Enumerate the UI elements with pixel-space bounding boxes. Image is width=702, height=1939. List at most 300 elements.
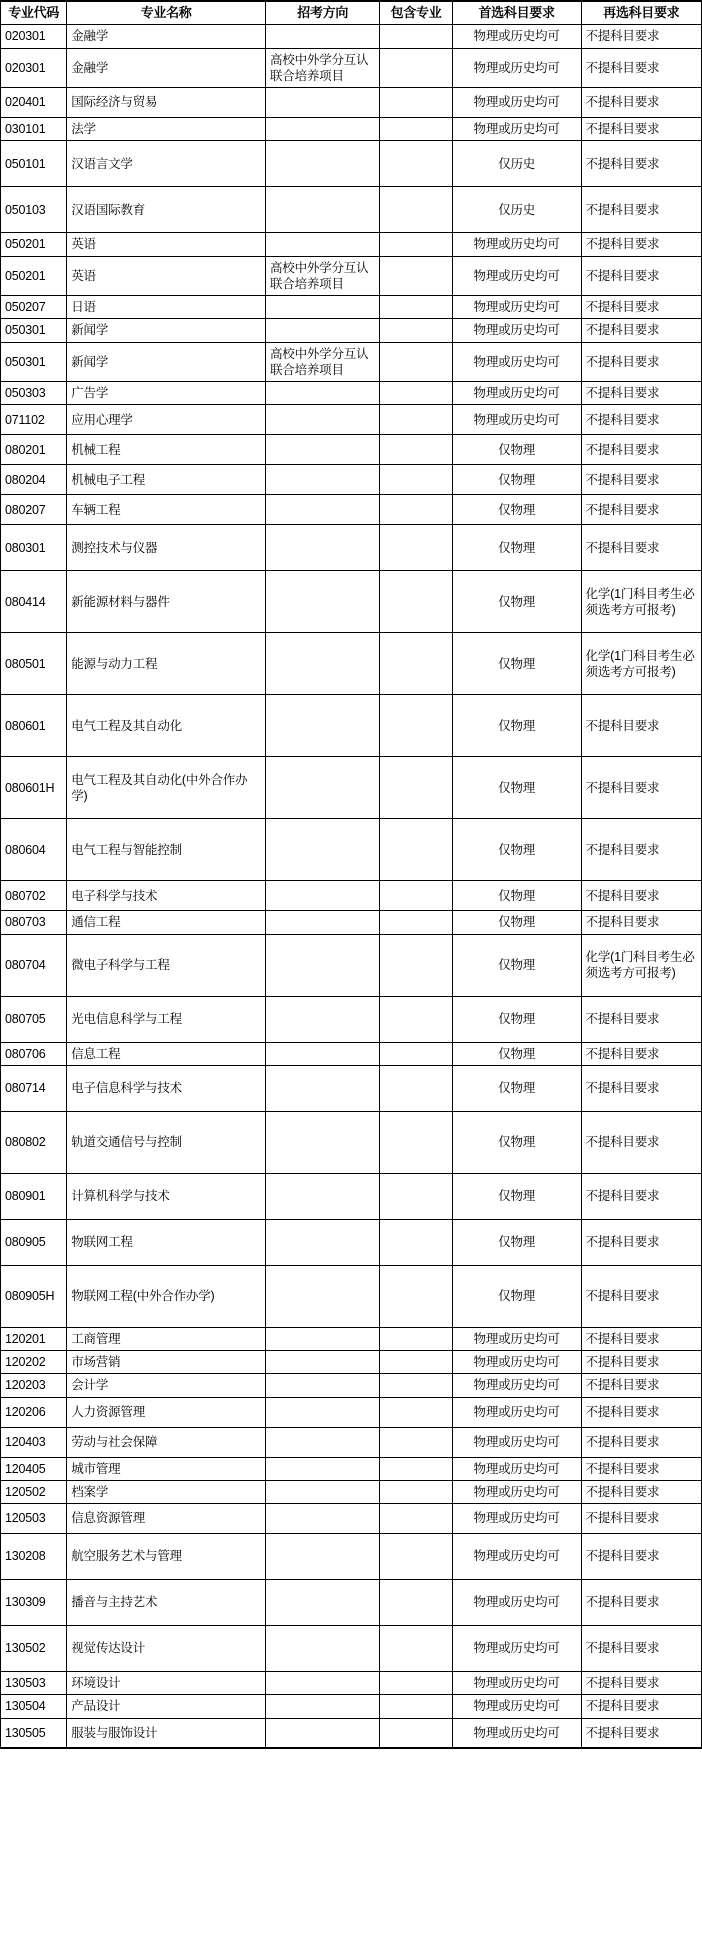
first-subject-requirement-cell: 物理或历史均可 (452, 1534, 581, 1580)
first-subject-requirement-cell: 仅物理 (452, 465, 581, 495)
table-row (1, 1457, 702, 1480)
included-majors-cell (380, 1427, 452, 1457)
first-subject-requirement-cell: 仅物理 (452, 996, 581, 1042)
table-row (1, 996, 702, 1042)
major-name-cell: 会计学 (67, 1374, 266, 1397)
second-subject-requirement-cell: 不提科目要求 (581, 1695, 701, 1718)
included-majors-cell (380, 1327, 452, 1350)
included-majors-cell (380, 48, 452, 88)
major-code-cell: 080706 (1, 1042, 67, 1065)
major-code-cell: 120203 (1, 1374, 67, 1397)
major-code-cell: 080905 (1, 1219, 67, 1265)
admission-direction-cell (265, 1718, 379, 1748)
first-subject-requirement-cell: 物理或历史均可 (452, 296, 581, 319)
major-name-cell: 新闻学 (67, 319, 266, 342)
major-code-cell: 120503 (1, 1504, 67, 1534)
admission-direction-cell (265, 25, 379, 48)
included-majors-cell (380, 435, 452, 465)
admission-direction-cell (265, 141, 379, 187)
admission-direction-cell: 高校中外学分互认联合培养项目 (265, 48, 379, 88)
included-majors-cell (380, 233, 452, 256)
first-subject-requirement-cell: 物理或历史均可 (452, 256, 581, 296)
included-majors-cell (380, 319, 452, 342)
admission-direction-cell (265, 1626, 379, 1672)
major-code-cell: 080204 (1, 465, 67, 495)
included-majors-cell (380, 495, 452, 525)
major-code-cell: 080905H (1, 1265, 67, 1327)
admission-direction-cell (265, 1351, 379, 1374)
major-name-cell: 新闻学 (67, 342, 266, 382)
table-row (1, 382, 702, 405)
first-subject-requirement-cell: 仅物理 (452, 1173, 581, 1219)
second-subject-requirement-cell: 不提科目要求 (581, 296, 701, 319)
table-row (1, 405, 702, 435)
major-name-cell: 金融学 (67, 48, 266, 88)
admission-direction-cell (265, 1265, 379, 1327)
admission-direction-cell (265, 465, 379, 495)
admission-direction-cell (265, 1042, 379, 1065)
major-name-cell: 产品设计 (67, 1695, 266, 1718)
included-majors-cell (380, 1265, 452, 1327)
major-name-cell: 机械电子工程 (67, 465, 266, 495)
major-code-cell: 080207 (1, 495, 67, 525)
major-code-cell: 120206 (1, 1397, 67, 1427)
major-code-cell: 080714 (1, 1065, 67, 1111)
second-subject-requirement-cell: 不提科目要求 (581, 233, 701, 256)
table-row (1, 1374, 702, 1397)
table-row (1, 695, 702, 757)
major-code-cell: 120202 (1, 1351, 67, 1374)
major-code-cell: 050301 (1, 342, 67, 382)
major-code-cell: 050103 (1, 187, 67, 233)
second-subject-requirement-cell: 不提科目要求 (581, 819, 701, 881)
second-subject-requirement-cell: 化学(1门科目考生必须选考方可报考) (581, 934, 701, 996)
table-row (1, 1173, 702, 1219)
major-code-cell: 080704 (1, 934, 67, 996)
admission-direction-cell (265, 233, 379, 256)
major-name-cell: 城市管理 (67, 1457, 266, 1480)
included-majors-cell (380, 1042, 452, 1065)
major-name-cell: 劳动与社会保障 (67, 1427, 266, 1457)
included-majors-cell (380, 819, 452, 881)
first-subject-requirement-cell: 仅物理 (452, 819, 581, 881)
included-majors-cell (380, 1504, 452, 1534)
first-subject-requirement-cell: 物理或历史均可 (452, 1397, 581, 1427)
first-subject-requirement-cell: 仅物理 (452, 1065, 581, 1111)
major-code-cell: 080301 (1, 525, 67, 571)
admission-direction-cell (265, 1219, 379, 1265)
major-name-cell: 英语 (67, 233, 266, 256)
second-subject-requirement-cell: 不提科目要求 (581, 525, 701, 571)
included-majors-cell (380, 881, 452, 911)
second-subject-requirement-cell: 不提科目要求 (581, 48, 701, 88)
second-subject-requirement-cell: 不提科目要求 (581, 881, 701, 911)
admission-direction-cell (265, 296, 379, 319)
second-subject-requirement-cell: 不提科目要求 (581, 465, 701, 495)
major-name-cell: 环境设计 (67, 1672, 266, 1695)
first-subject-requirement-cell: 物理或历史均可 (452, 1457, 581, 1480)
table-row (1, 1219, 702, 1265)
admission-direction-cell (265, 819, 379, 881)
first-subject-requirement-cell: 仅物理 (452, 633, 581, 695)
admission-direction-cell (265, 695, 379, 757)
second-subject-requirement-cell: 不提科目要求 (581, 141, 701, 187)
major-name-cell: 电气工程及其自动化(中外合作办学) (67, 757, 266, 819)
admission-direction-cell (265, 1580, 379, 1626)
second-subject-requirement-cell: 不提科目要求 (581, 187, 701, 233)
included-majors-cell (380, 571, 452, 633)
column-header-include: 包含专业 (380, 1, 452, 25)
second-subject-requirement-cell: 不提科目要求 (581, 342, 701, 382)
table-row (1, 1427, 702, 1457)
first-subject-requirement-cell: 仅物理 (452, 1042, 581, 1065)
first-subject-requirement-cell: 物理或历史均可 (452, 1672, 581, 1695)
second-subject-requirement-cell: 不提科目要求 (581, 118, 701, 141)
second-subject-requirement-cell: 不提科目要求 (581, 25, 701, 48)
first-subject-requirement-cell: 物理或历史均可 (452, 48, 581, 88)
included-majors-cell (380, 695, 452, 757)
table-row (1, 1111, 702, 1173)
major-code-cell: 050301 (1, 319, 67, 342)
included-majors-cell (380, 405, 452, 435)
major-name-cell: 信息工程 (67, 1042, 266, 1065)
table-row (1, 296, 702, 319)
admission-direction-cell (265, 435, 379, 465)
table-row (1, 525, 702, 571)
included-majors-cell (380, 1065, 452, 1111)
second-subject-requirement-cell: 不提科目要求 (581, 1065, 701, 1111)
admission-direction-cell (265, 1111, 379, 1173)
major-name-cell: 汉语国际教育 (67, 187, 266, 233)
major-name-cell: 视觉传达设计 (67, 1626, 266, 1672)
second-subject-requirement-cell: 不提科目要求 (581, 1626, 701, 1672)
second-subject-requirement-cell: 不提科目要求 (581, 996, 701, 1042)
first-subject-requirement-cell: 仅物理 (452, 881, 581, 911)
included-majors-cell (380, 342, 452, 382)
table-row (1, 342, 702, 382)
table-row (1, 141, 702, 187)
included-majors-cell (380, 1695, 452, 1718)
first-subject-requirement-cell: 仅物理 (452, 934, 581, 996)
table-row (1, 1065, 702, 1111)
major-name-cell: 电气工程及其自动化 (67, 695, 266, 757)
column-header-code: 专业代码 (1, 1, 67, 25)
included-majors-cell (380, 187, 452, 233)
first-subject-requirement-cell: 仅历史 (452, 141, 581, 187)
second-subject-requirement-cell: 不提科目要求 (581, 1672, 701, 1695)
table-row (1, 233, 702, 256)
major-name-cell: 英语 (67, 256, 266, 296)
second-subject-requirement-cell: 不提科目要求 (581, 1397, 701, 1427)
admission-direction-cell (265, 1397, 379, 1427)
major-code-cell: 120405 (1, 1457, 67, 1480)
admission-direction-cell (265, 319, 379, 342)
second-subject-requirement-cell: 不提科目要求 (581, 495, 701, 525)
major-code-cell: 050207 (1, 296, 67, 319)
major-code-cell: 020301 (1, 48, 67, 88)
table-row (1, 1672, 702, 1695)
table-row (1, 1718, 702, 1748)
second-subject-requirement-cell: 不提科目要求 (581, 1580, 701, 1626)
first-subject-requirement-cell: 仅物理 (452, 1265, 581, 1327)
first-subject-requirement-cell: 物理或历史均可 (452, 88, 581, 118)
major-name-cell: 光电信息科学与工程 (67, 996, 266, 1042)
first-subject-requirement-cell: 物理或历史均可 (452, 1374, 581, 1397)
major-code-cell: 050303 (1, 382, 67, 405)
major-name-cell: 测控技术与仪器 (67, 525, 266, 571)
second-subject-requirement-cell: 不提科目要求 (581, 256, 701, 296)
second-subject-requirement-cell: 不提科目要求 (581, 1327, 701, 1350)
first-subject-requirement-cell: 仅物理 (452, 495, 581, 525)
admission-direction-cell: 高校中外学分互认联合培养项目 (265, 342, 379, 382)
major-name-cell: 物联网工程 (67, 1219, 266, 1265)
table-row (1, 1480, 702, 1503)
major-code-cell: 130309 (1, 1580, 67, 1626)
major-name-cell: 金融学 (67, 25, 266, 48)
table-row (1, 1397, 702, 1427)
table-row (1, 1042, 702, 1065)
major-code-cell: 130208 (1, 1534, 67, 1580)
major-name-cell: 通信工程 (67, 911, 266, 934)
major-code-cell: 130505 (1, 1718, 67, 1748)
table-body (1, 25, 702, 1748)
second-subject-requirement-cell: 不提科目要求 (581, 1173, 701, 1219)
second-subject-requirement-cell: 不提科目要求 (581, 435, 701, 465)
major-name-cell: 汉语言文学 (67, 141, 266, 187)
major-name-cell: 物联网工程(中外合作办学) (67, 1265, 266, 1327)
major-name-cell: 机械工程 (67, 435, 266, 465)
first-subject-requirement-cell: 物理或历史均可 (452, 319, 581, 342)
major-code-cell: 030101 (1, 118, 67, 141)
major-name-cell: 车辆工程 (67, 495, 266, 525)
major-code-cell: 080601H (1, 757, 67, 819)
second-subject-requirement-cell: 不提科目要求 (581, 1457, 701, 1480)
included-majors-cell (380, 1111, 452, 1173)
table-row (1, 187, 702, 233)
first-subject-requirement-cell: 仅物理 (452, 1219, 581, 1265)
second-subject-requirement-cell: 不提科目要求 (581, 1042, 701, 1065)
included-majors-cell (380, 1580, 452, 1626)
major-code-cell: 071102 (1, 405, 67, 435)
table-row (1, 1327, 702, 1350)
table-row (1, 48, 702, 88)
major-name-cell: 计算机科学与技术 (67, 1173, 266, 1219)
major-code-cell: 080802 (1, 1111, 67, 1173)
admission-direction-cell (265, 881, 379, 911)
major-name-cell: 国际经济与贸易 (67, 88, 266, 118)
admission-direction-cell (265, 1173, 379, 1219)
included-majors-cell (380, 1219, 452, 1265)
first-subject-requirement-cell: 物理或历史均可 (452, 25, 581, 48)
included-majors-cell (380, 934, 452, 996)
first-subject-requirement-cell: 仅物理 (452, 757, 581, 819)
first-subject-requirement-cell: 仅物理 (452, 525, 581, 571)
table-row (1, 495, 702, 525)
included-majors-cell (380, 996, 452, 1042)
second-subject-requirement-cell: 不提科目要求 (581, 1111, 701, 1173)
table-row (1, 881, 702, 911)
second-subject-requirement-cell: 不提科目要求 (581, 911, 701, 934)
table-row (1, 1265, 702, 1327)
table-row (1, 1695, 702, 1718)
admission-direction-cell (265, 1695, 379, 1718)
first-subject-requirement-cell: 仅物理 (452, 695, 581, 757)
major-code-cell: 080703 (1, 911, 67, 934)
first-subject-requirement-cell: 物理或历史均可 (452, 1351, 581, 1374)
major-code-cell: 120201 (1, 1327, 67, 1350)
first-subject-requirement-cell: 物理或历史均可 (452, 118, 581, 141)
table-row (1, 465, 702, 495)
included-majors-cell (380, 1457, 452, 1480)
column-header-name: 专业名称 (67, 1, 266, 25)
admission-direction-cell (265, 996, 379, 1042)
included-majors-cell (380, 1534, 452, 1580)
admission-direction-cell (265, 1480, 379, 1503)
included-majors-cell (380, 382, 452, 405)
first-subject-requirement-cell: 物理或历史均可 (452, 1718, 581, 1748)
table-row (1, 757, 702, 819)
admission-direction-cell (265, 1457, 379, 1480)
second-subject-requirement-cell: 不提科目要求 (581, 1265, 701, 1327)
admission-direction-cell: 高校中外学分互认联合培养项目 (265, 256, 379, 296)
first-subject-requirement-cell: 物理或历史均可 (452, 1480, 581, 1503)
second-subject-requirement-cell: 化学(1门科目考生必须选考方可报考) (581, 571, 701, 633)
first-subject-requirement-cell: 仅历史 (452, 187, 581, 233)
first-subject-requirement-cell: 物理或历史均可 (452, 1504, 581, 1534)
admission-direction-cell (265, 1427, 379, 1457)
second-subject-requirement-cell: 不提科目要求 (581, 695, 701, 757)
admission-direction-cell (265, 495, 379, 525)
major-name-cell: 信息资源管理 (67, 1504, 266, 1534)
admission-direction-cell (265, 1672, 379, 1695)
included-majors-cell (380, 1718, 452, 1748)
second-subject-requirement-cell: 不提科目要求 (581, 319, 701, 342)
table-row (1, 1351, 702, 1374)
included-majors-cell (380, 633, 452, 695)
first-subject-requirement-cell: 物理或历史均可 (452, 1580, 581, 1626)
admission-direction-cell (265, 633, 379, 695)
table-row (1, 435, 702, 465)
second-subject-requirement-cell: 不提科目要求 (581, 1718, 701, 1748)
admission-direction-cell (265, 571, 379, 633)
included-majors-cell (380, 88, 452, 118)
table-row (1, 1626, 702, 1672)
major-name-cell: 市场营销 (67, 1351, 266, 1374)
admission-direction-cell (265, 88, 379, 118)
table-row (1, 1504, 702, 1534)
first-subject-requirement-cell: 物理或历史均可 (452, 233, 581, 256)
admission-direction-cell (265, 525, 379, 571)
included-majors-cell (380, 1374, 452, 1397)
major-code-cell: 080501 (1, 633, 67, 695)
major-name-cell: 轨道交通信号与控制 (67, 1111, 266, 1173)
first-subject-requirement-cell: 物理或历史均可 (452, 342, 581, 382)
major-code-cell: 050201 (1, 256, 67, 296)
included-majors-cell (380, 1173, 452, 1219)
table-row (1, 256, 702, 296)
first-subject-requirement-cell: 物理或历史均可 (452, 405, 581, 435)
table-header-row (1, 1, 702, 25)
table-row (1, 571, 702, 633)
first-subject-requirement-cell: 仅物理 (452, 1111, 581, 1173)
table-row (1, 1534, 702, 1580)
table-row (1, 633, 702, 695)
second-subject-requirement-cell: 不提科目要求 (581, 1351, 701, 1374)
included-majors-cell (380, 1397, 452, 1427)
admission-direction-cell (265, 757, 379, 819)
major-code-cell: 080601 (1, 695, 67, 757)
major-code-cell: 080705 (1, 996, 67, 1042)
table-row (1, 319, 702, 342)
second-subject-requirement-cell: 不提科目要求 (581, 1374, 701, 1397)
major-code-cell: 050101 (1, 141, 67, 187)
included-majors-cell (380, 1626, 452, 1672)
admission-direction-cell (265, 1504, 379, 1534)
included-majors-cell (380, 141, 452, 187)
major-code-cell: 050201 (1, 233, 67, 256)
major-code-cell: 130503 (1, 1672, 67, 1695)
second-subject-requirement-cell: 不提科目要求 (581, 382, 701, 405)
major-name-cell: 服装与服饰设计 (67, 1718, 266, 1748)
major-code-cell: 130504 (1, 1695, 67, 1718)
table-row (1, 1580, 702, 1626)
first-subject-requirement-cell: 仅物理 (452, 571, 581, 633)
table-row (1, 88, 702, 118)
major-name-cell: 工商管理 (67, 1327, 266, 1350)
table-row (1, 934, 702, 996)
admission-direction-cell (265, 187, 379, 233)
major-code-cell: 080702 (1, 881, 67, 911)
major-code-cell: 080414 (1, 571, 67, 633)
major-name-cell: 新能源材料与器件 (67, 571, 266, 633)
included-majors-cell (380, 757, 452, 819)
included-majors-cell (380, 525, 452, 571)
included-majors-cell (380, 1351, 452, 1374)
major-code-cell: 120502 (1, 1480, 67, 1503)
admission-direction-cell (265, 1065, 379, 1111)
second-subject-requirement-cell: 不提科目要求 (581, 1480, 701, 1503)
admission-direction-cell (265, 118, 379, 141)
second-subject-requirement-cell: 不提科目要求 (581, 1534, 701, 1580)
first-subject-requirement-cell: 物理或历史均可 (452, 1427, 581, 1457)
major-code-cell: 080901 (1, 1173, 67, 1219)
second-subject-requirement-cell: 不提科目要求 (581, 88, 701, 118)
admission-direction-cell (265, 1534, 379, 1580)
column-header-second-subject: 再选科目要求 (581, 1, 701, 25)
admission-direction-cell (265, 382, 379, 405)
major-name-cell: 人力资源管理 (67, 1397, 266, 1427)
table-row (1, 911, 702, 934)
major-code-cell: 080604 (1, 819, 67, 881)
admission-direction-cell (265, 1327, 379, 1350)
major-name-cell: 电子信息科学与技术 (67, 1065, 266, 1111)
column-header-direction: 招考方向 (265, 1, 379, 25)
first-subject-requirement-cell: 仅物理 (452, 435, 581, 465)
major-name-cell: 日语 (67, 296, 266, 319)
second-subject-requirement-cell: 不提科目要求 (581, 1427, 701, 1457)
second-subject-requirement-cell: 不提科目要求 (581, 405, 701, 435)
first-subject-requirement-cell: 物理或历史均可 (452, 1626, 581, 1672)
major-name-cell: 能源与动力工程 (67, 633, 266, 695)
first-subject-requirement-cell: 物理或历史均可 (452, 1695, 581, 1718)
major-name-cell: 法学 (67, 118, 266, 141)
major-code-cell: 130502 (1, 1626, 67, 1672)
major-name-cell: 播音与主持艺术 (67, 1580, 266, 1626)
major-code-cell: 020401 (1, 88, 67, 118)
major-name-cell: 应用心理学 (67, 405, 266, 435)
first-subject-requirement-cell: 仅物理 (452, 911, 581, 934)
table-row (1, 118, 702, 141)
